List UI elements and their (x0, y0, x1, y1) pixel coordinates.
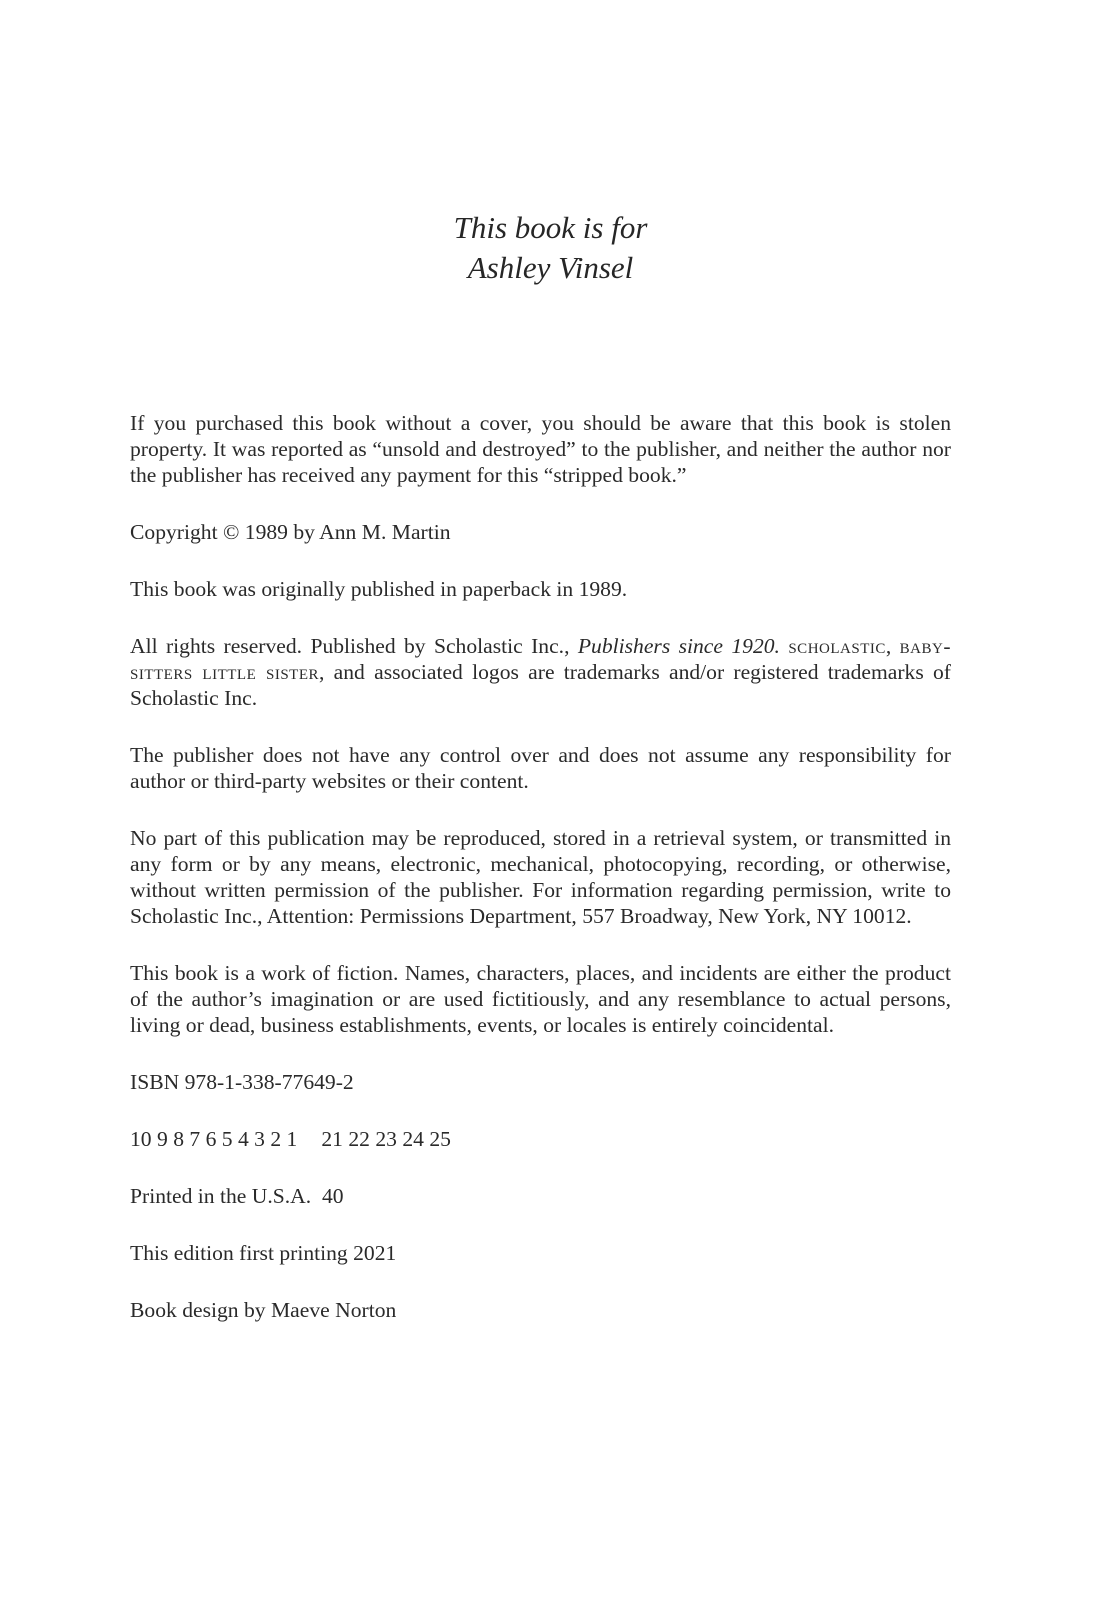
edition-line: This edition first printing 2021 (130, 1241, 397, 1265)
isbn: ISBN 978-1-338-77649-2 (130, 1070, 354, 1094)
copyright-line: Copyright © 1989 by Ann M. Martin (130, 520, 451, 544)
printing-numbers: 10 9 8 7 6 5 4 3 2 1 (130, 1127, 298, 1151)
responsibility-notice: The publisher does not have any control over and does not assume any responsibility for author or third-party websites or their content. (130, 743, 951, 793)
printing-years: 21 22 23 24 25 (321, 1127, 451, 1151)
printing-line (130, 1126, 951, 1152)
series-trademark: baby-sitters little sister (130, 634, 952, 684)
publishers-since-tagline: Publishers since 1920. (577, 634, 780, 658)
stripped-book-notice: If you purchased this book without a cover, you should be aware that this book is stolen property. It was reported as “unsold and destroyed” to the publisher, and neither the author nor the publisher has received any payment for this “stripped book.” (130, 411, 951, 487)
scholastic-trademark: scholastic (788, 634, 886, 658)
original-publication-line: This book was originally published in paperback in 1989. (130, 577, 628, 601)
fiction-disclaimer: This book is a work of fiction. Names, characters, places, and incidents are either the product of the author’s imagination or are used fictitiously, and any resemblance to actual persons, living or dead, business establishments, events, or locales is entirely coincidental. (130, 961, 951, 1037)
dedication-line-2: Ashley Vinsel (467, 250, 634, 285)
rights-text-end: , and associated logos are trademarks and/or registered trademarks of Scholastic Inc. (130, 660, 951, 710)
dedication-line-1: This book is for (453, 210, 648, 245)
printed-in-line: Printed in the U.S.A. 40 (130, 1184, 344, 1208)
rights-text-start: All rights reserved. Published by Scholastic Inc., (130, 634, 578, 658)
book-design-credit: Book design by Maeve Norton (130, 1298, 397, 1322)
copyright-page-text (130, 410, 951, 1323)
rights-reserved-notice (130, 633, 951, 711)
dedication (0, 208, 1101, 288)
rights-comma: , (885, 634, 900, 658)
reproduction-notice: No part of this publication may be reproduced, stored in a retrieval system, or transmitted in any form or by any means, electronic, mechanical, photocopying, recording, or otherwise, without written permission of the publisher. For information regarding permission, write to Scholastic Inc., Attention: Permissions Department, 557 Broadway, New York, NY 10012. (130, 826, 951, 928)
